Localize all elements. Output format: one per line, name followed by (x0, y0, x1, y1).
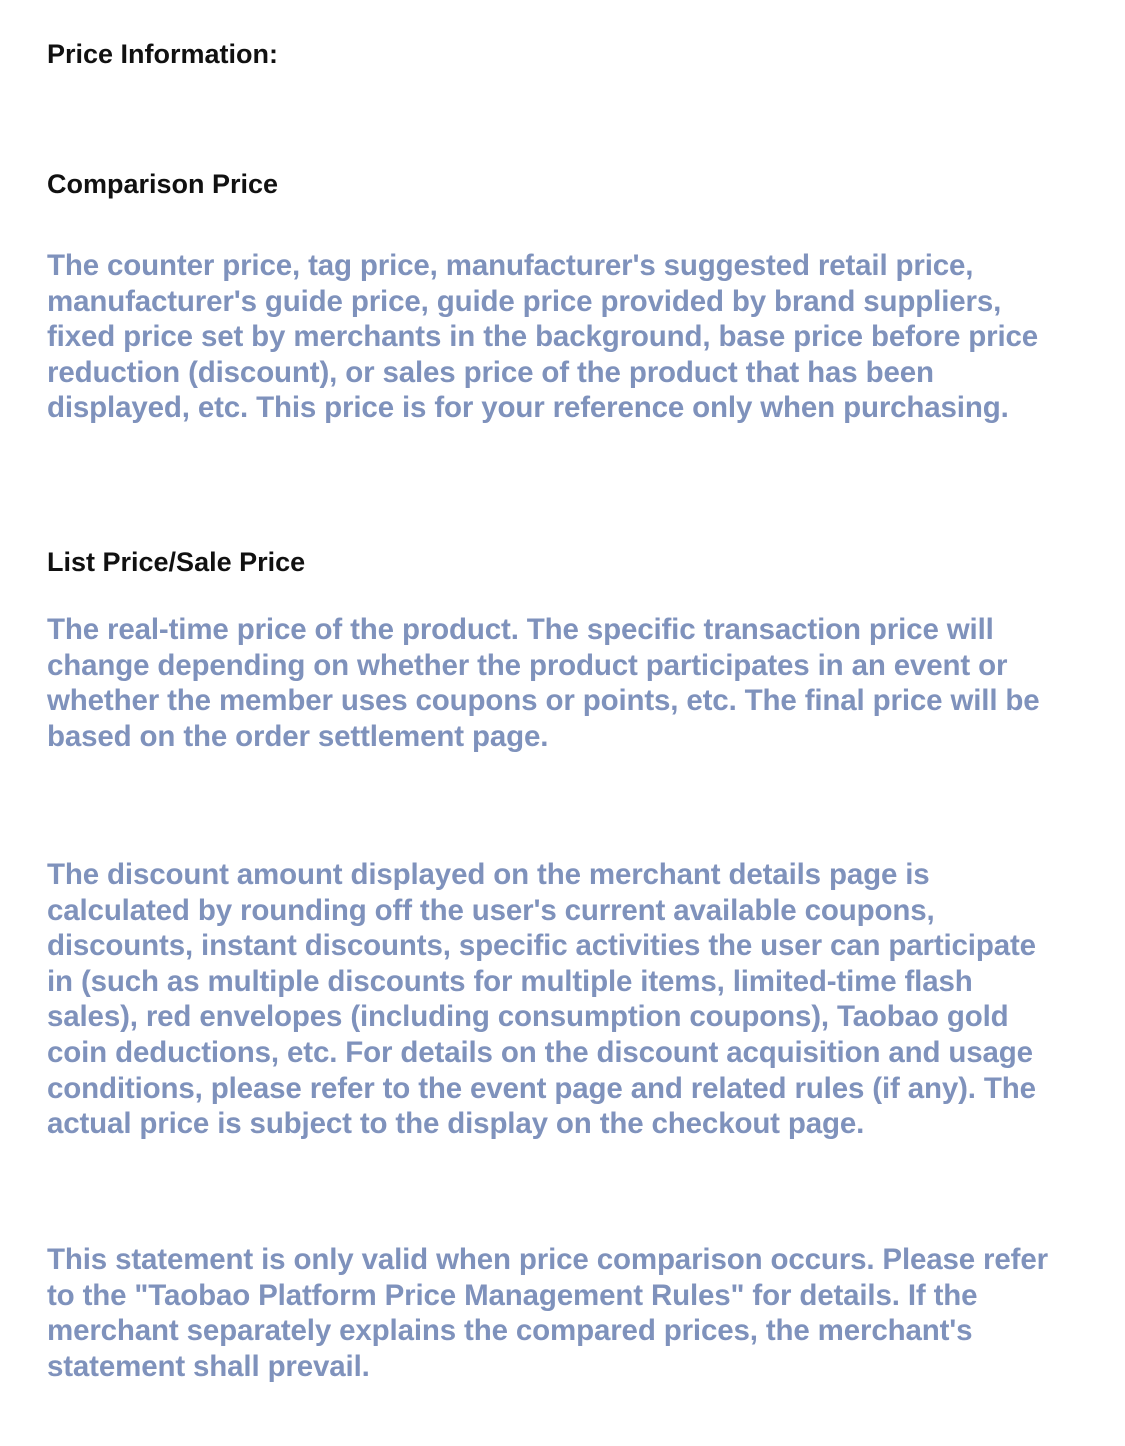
discount-amount-description (47, 857, 1087, 1142)
text-line: manufacturer's guide price, guide price provided by brand suppliers, (47, 284, 1002, 318)
text-line: based on the order settlement page. (47, 719, 549, 753)
text-line: whether the member uses coupons or points, etc. The final price will be (47, 684, 1040, 718)
list-sale-price-description (47, 612, 1087, 754)
text-line: statement shall prevail. (47, 1349, 370, 1383)
text-line: The real-time price of the product. The specific transaction price will (47, 613, 994, 646)
text-line: to the "Taobao Platform Price Management Rules" for details. If the (47, 1278, 978, 1312)
text-line: calculated by rounding off the user's current available coupons, (47, 893, 935, 927)
text-line: in (such as multiple discounts for multiple items, limited-time flash (47, 964, 973, 998)
price-statement-description (47, 1242, 1087, 1384)
text-line: discounts, instant discounts, specific activities the user can participate (47, 929, 1036, 963)
text-line: This statement is only valid when price comparison occurs. Please refer (47, 1243, 1048, 1276)
comparison-price-description (47, 248, 1087, 426)
text-line: reduction (discount), or sales price of the product that has been (47, 355, 934, 389)
text-line: fixed price set by merchants in the background, base price before price (47, 320, 1039, 354)
text-line: sales), red envelopes (including consumption coupons), Taobao gold (47, 1000, 1009, 1034)
text-line: change depending on whether the product participates in an event or (47, 648, 1008, 682)
text-line: displayed, etc. This price is for your reference only when purchasing. (47, 391, 1009, 425)
comparison-price-heading: Comparison Price (47, 169, 279, 199)
text-line: The counter price, tag price, manufacturer's suggested retail price, (47, 249, 974, 282)
text-line: conditions, please refer to the event page and related rules (if any). The (47, 1071, 1036, 1105)
page-title: Price Information: (47, 39, 279, 69)
list-sale-price-heading: List Price/Sale Price (47, 547, 306, 577)
text-line: actual price is subject to the display on the checkout page. (47, 1107, 865, 1141)
text-line: coin deductions, etc. For details on the discount acquisition and usage (47, 1035, 1033, 1069)
text-line: The discount amount displayed on the merchant details page is (47, 858, 930, 891)
text-line: merchant separately explains the compared prices, the merchant's (47, 1314, 973, 1348)
